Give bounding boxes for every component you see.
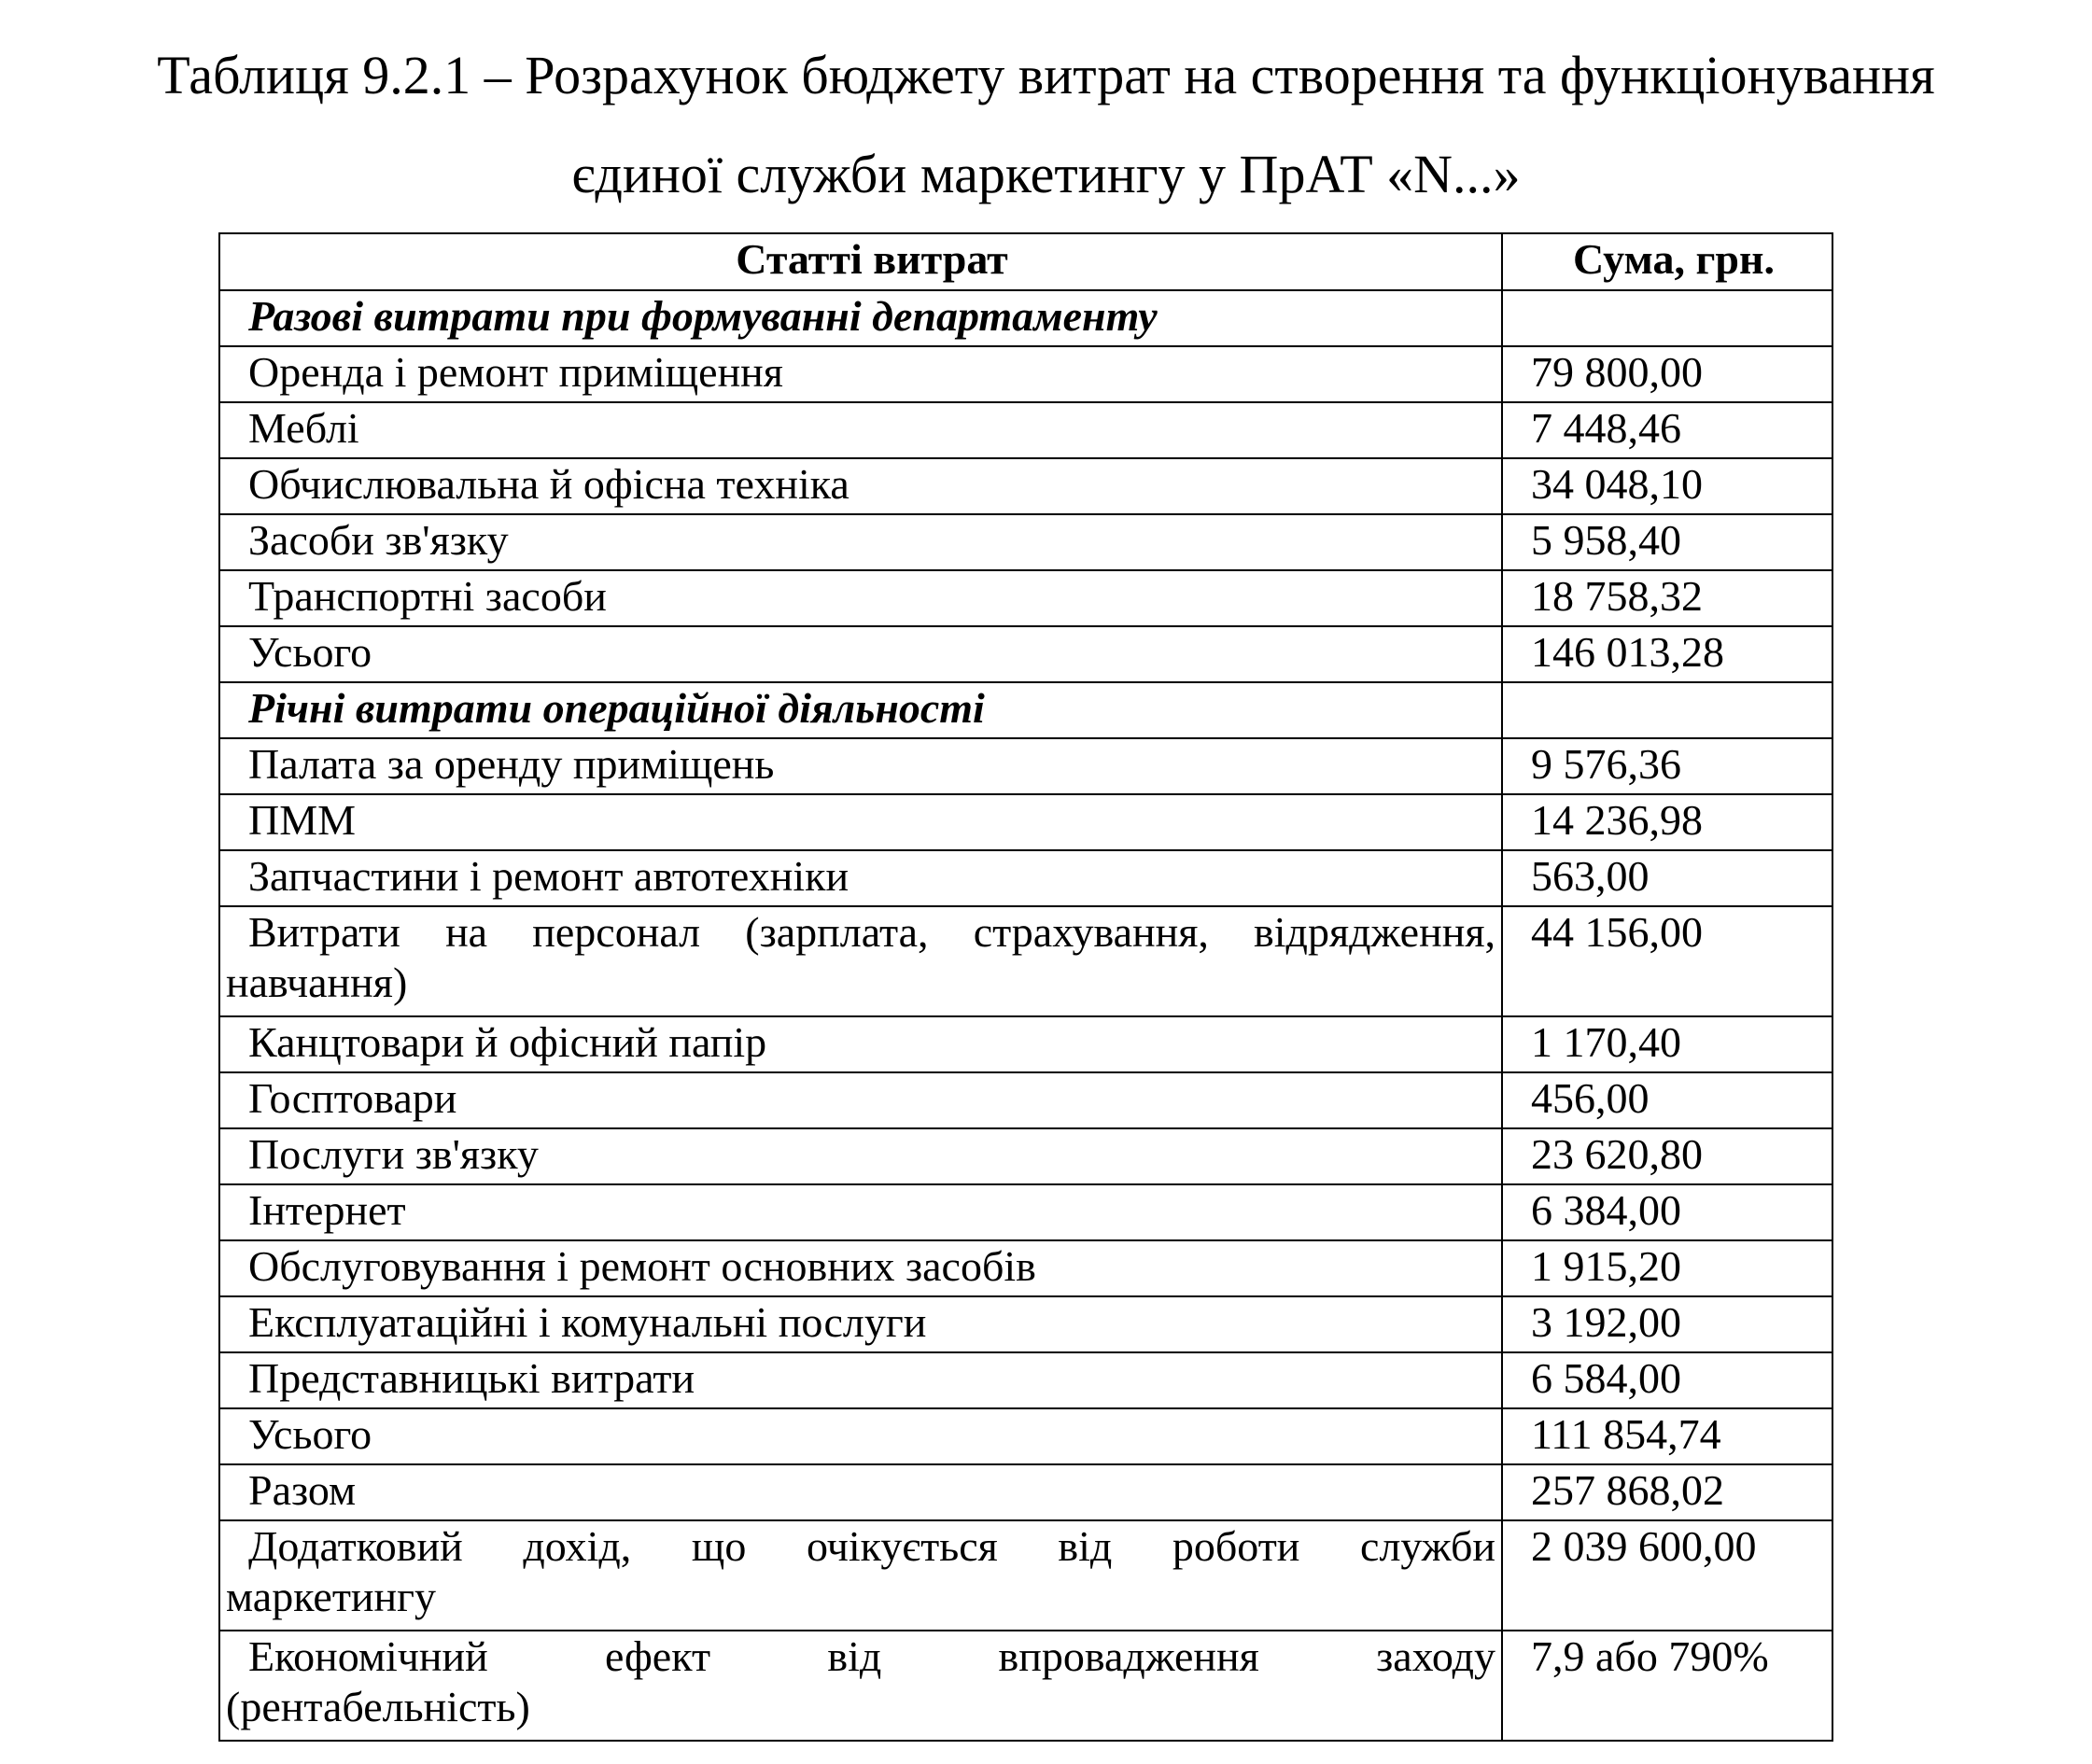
income-row bbox=[219, 1520, 1832, 1631]
cost-amount: 23 620,80 bbox=[1502, 1128, 1832, 1184]
budget-table bbox=[218, 232, 1833, 1742]
cost-item: Запчастини і ремонт автотехніки bbox=[219, 850, 1502, 906]
cost-item-staff bbox=[219, 906, 1502, 1016]
table-row bbox=[219, 570, 1832, 626]
effect-label bbox=[219, 1631, 1502, 1741]
cost-item: Обчислювальна й офісна техніка bbox=[219, 458, 1502, 514]
table-row bbox=[219, 346, 1832, 402]
cost-item: Оренда і ремонт приміщення bbox=[219, 346, 1502, 402]
table-caption-line-1: Таблиця 9.2.1 – Розрахунок бюджету витрат на створення та функціонування bbox=[157, 45, 1935, 105]
table-row bbox=[219, 514, 1832, 570]
table-row bbox=[219, 738, 1832, 794]
effect-label-line-2: (рентабельність) bbox=[226, 1683, 530, 1730]
cost-amount: 44 156,00 bbox=[1502, 906, 1832, 1016]
cost-item: Представницькі витрати bbox=[219, 1352, 1502, 1408]
cost-item: Послуги зв'язку bbox=[219, 1128, 1502, 1184]
cost-amount: 7 448,46 bbox=[1502, 402, 1832, 458]
cost-amount: 563,00 bbox=[1502, 850, 1832, 906]
cost-item: Засоби зв'язку bbox=[219, 514, 1502, 570]
table-row bbox=[219, 1184, 1832, 1240]
table-header-row bbox=[219, 233, 1832, 290]
grand-total-row bbox=[219, 1464, 1832, 1520]
table-row bbox=[219, 1072, 1832, 1128]
subtotal-label: Усього bbox=[219, 626, 1502, 682]
section-row-one-time bbox=[219, 290, 1832, 346]
cost-amount: 9 576,36 bbox=[1502, 738, 1832, 794]
income-label-line-2: маркетингу bbox=[226, 1573, 437, 1620]
section-title-one-time: Разові витрати при формуванні департаменту bbox=[219, 290, 1502, 346]
table-row bbox=[219, 1296, 1832, 1352]
table-row-staff bbox=[219, 906, 1832, 1016]
subtotal-label: Усього bbox=[219, 1408, 1502, 1464]
grand-total-amount: 257 868,02 bbox=[1502, 1464, 1832, 1520]
income-label bbox=[219, 1520, 1502, 1631]
header-cost-items: Статті витрат bbox=[219, 233, 1502, 290]
table-row bbox=[219, 850, 1832, 906]
cost-item: Обслуговування і ремонт основних засобів bbox=[219, 1240, 1502, 1296]
effect-value: 7,9 або 790% bbox=[1502, 1631, 1832, 1741]
cost-amount: 14 236,98 bbox=[1502, 794, 1832, 850]
cost-item: Меблі bbox=[219, 402, 1502, 458]
table-row bbox=[219, 1352, 1832, 1408]
cost-amount: 6 584,00 bbox=[1502, 1352, 1832, 1408]
cost-amount: 1 170,40 bbox=[1502, 1016, 1832, 1072]
cost-item-line-1: Витрати на персонал (зарплата, страхування, відрядження, bbox=[248, 908, 1495, 956]
cost-amount: 79 800,00 bbox=[1502, 346, 1832, 402]
empty-cell bbox=[1502, 682, 1832, 738]
effect-label-line-1: Економічний ефект від впровадження заходу bbox=[248, 1632, 1495, 1680]
cost-amount: 1 915,20 bbox=[1502, 1240, 1832, 1296]
table-row bbox=[219, 1240, 1832, 1296]
cost-amount: 456,00 bbox=[1502, 1072, 1832, 1128]
subtotal-amount: 111 854,74 bbox=[1502, 1408, 1832, 1464]
subtotal-amount: 146 013,28 bbox=[1502, 626, 1832, 682]
cost-item: Канцтовари й офісний папір bbox=[219, 1016, 1502, 1072]
cost-item: Госптовари bbox=[219, 1072, 1502, 1128]
effect-row bbox=[219, 1631, 1832, 1741]
subtotal-row-annual bbox=[219, 1408, 1832, 1464]
table-row bbox=[219, 458, 1832, 514]
header-amount: Сума, грн. bbox=[1502, 233, 1832, 290]
cost-item: Палата за оренду приміщень bbox=[219, 738, 1502, 794]
cost-item: Експлуатаційні і комунальні послуги bbox=[219, 1296, 1502, 1352]
cost-amount: 18 758,32 bbox=[1502, 570, 1832, 626]
cost-amount: 6 384,00 bbox=[1502, 1184, 1832, 1240]
cost-item-line-2: навчання) bbox=[226, 959, 408, 1006]
section-row-annual bbox=[219, 682, 1832, 738]
table-row bbox=[219, 794, 1832, 850]
grand-total-label: Разом bbox=[219, 1464, 1502, 1520]
cost-item: ПММ bbox=[219, 794, 1502, 850]
income-label-line-1: Додатковий дохід, що очікується від роботи служби bbox=[248, 1522, 1495, 1570]
cost-item: Інтернет bbox=[219, 1184, 1502, 1240]
table-caption-line-2: єдиної служби маркетингу у ПрАТ «N...» bbox=[571, 144, 1521, 204]
income-amount: 2 039 600,00 bbox=[1502, 1520, 1832, 1631]
cost-amount: 5 958,40 bbox=[1502, 514, 1832, 570]
empty-cell bbox=[1502, 290, 1832, 346]
table-row bbox=[219, 1128, 1832, 1184]
table-row bbox=[219, 402, 1832, 458]
cost-item: Транспортні засоби bbox=[219, 570, 1502, 626]
subtotal-row-one-time bbox=[219, 626, 1832, 682]
cost-amount: 34 048,10 bbox=[1502, 458, 1832, 514]
table-row bbox=[219, 1016, 1832, 1072]
cost-amount: 3 192,00 bbox=[1502, 1296, 1832, 1352]
section-title-annual: Річні витрати операційної діяльності bbox=[219, 682, 1502, 738]
